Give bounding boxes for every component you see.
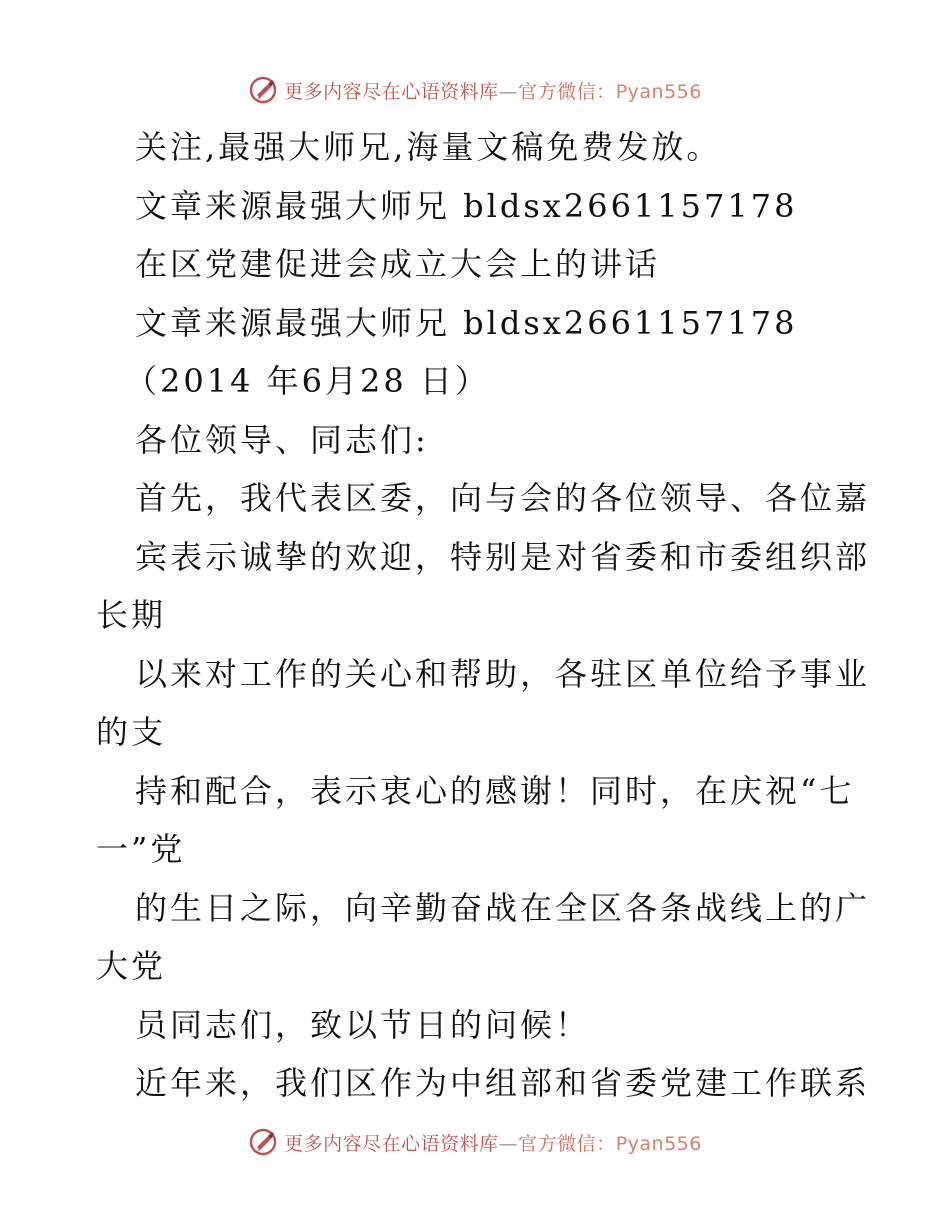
paragraph-line: 近年来，我们区作为中组部和省委党建工作联系 xyxy=(135,1064,871,1102)
paragraph-line: 的生日之际，向辛勤奋战在全区各条战线上的广 xyxy=(135,888,871,927)
paragraph-line: 一”党 xyxy=(96,830,186,868)
paragraph-line: 以来对工作的关心和帮助，各驻区单位给予事业 xyxy=(135,654,871,693)
paragraph-line: 宾表示诚挚的欢迎，特别是对省委和市委组织部 xyxy=(135,537,871,576)
banner-dash: — xyxy=(498,1132,519,1155)
paragraph-line: 首先，我代表区委，向与会的各位领导、各位嘉 xyxy=(135,479,871,517)
salutation: 各位领导、同志们: xyxy=(135,420,429,459)
pen-logo-icon xyxy=(248,1127,278,1157)
text-line: 文章来源最强大师兄 bldsx2661157178 xyxy=(135,303,798,342)
paragraph-line: 大党 xyxy=(96,947,167,985)
paragraph-line: 长期 xyxy=(96,596,167,634)
banner-text xyxy=(284,77,702,104)
banner-text xyxy=(284,1129,702,1156)
banner-main-text: 更多内容尽在心语资料库 xyxy=(284,80,499,103)
pen-logo-icon xyxy=(248,75,278,105)
footer-watermark-banner xyxy=(0,1122,950,1162)
text-line: 文章来源最强大师兄 bldsx2661157178 xyxy=(135,186,798,225)
banner-dash: — xyxy=(498,80,519,103)
banner-wechat-id: Pyan556 xyxy=(615,1132,702,1155)
document-body xyxy=(0,118,950,1113)
speech-title: 在区党建促进会成立大会上的讲话 xyxy=(135,245,661,283)
paragraph-line: 员同志们，致以节日的问候！ xyxy=(135,1005,591,1044)
text-line: 关注,最强大师兄,海量文稿免费发放。 xyxy=(135,128,722,166)
banner-wechat-id: Pyan556 xyxy=(615,80,702,103)
speech-date: （2014 年6月28 日） xyxy=(125,362,490,400)
header-watermark-banner xyxy=(0,70,950,110)
banner-wechat-label: 官方微信： xyxy=(518,80,616,103)
banner-main-text: 更多内容尽在心语资料库 xyxy=(284,1132,499,1155)
banner-wechat-label: 官方微信： xyxy=(518,1132,616,1155)
paragraph-line: 持和配合，表示衷心的感谢！同时，在庆祝“七 xyxy=(135,771,855,810)
paragraph-line: 的支 xyxy=(96,713,167,751)
